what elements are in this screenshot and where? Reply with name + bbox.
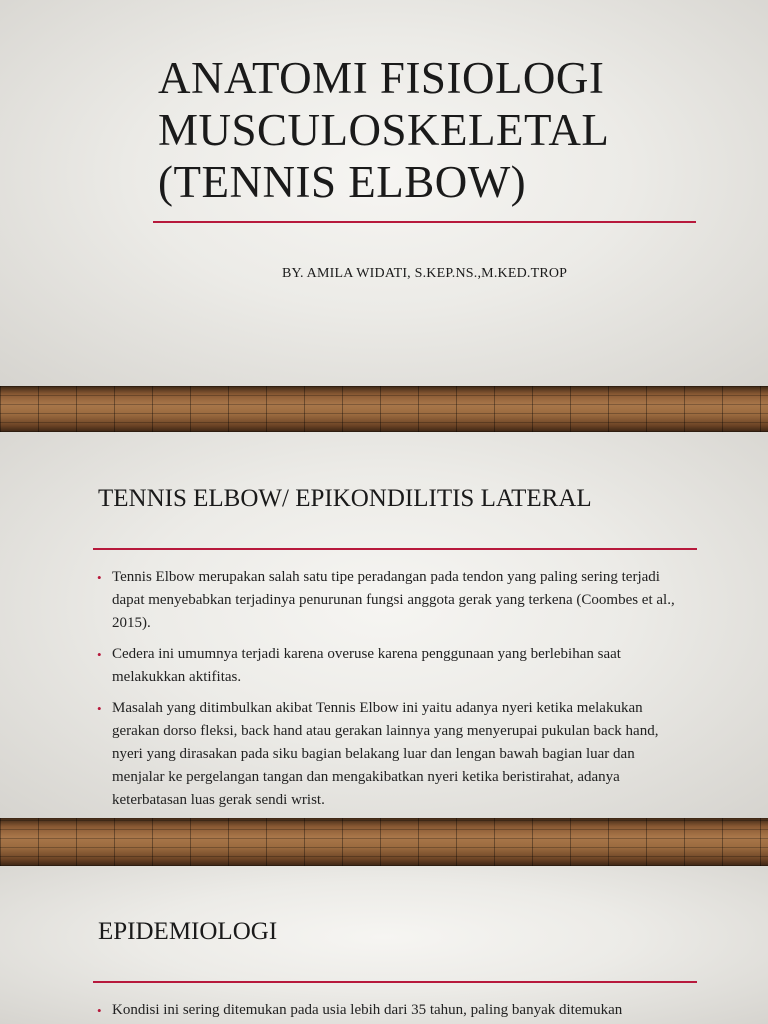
bullet-icon: • [97,570,102,585]
bullet-icon: • [97,1003,102,1018]
heading-divider [93,548,697,550]
slide-heading: EPIDEMIOLOGI [98,918,278,945]
title-divider [153,221,696,223]
title-line-1: ANATOMI FISIOLOGI [158,53,605,103]
title-line-2: MUSCULOSKELETAL [158,105,610,155]
title-slide [0,0,768,386]
wood-floor-divider [0,386,768,432]
list-item: • Cedera ini umumnya terjadi karena overuse karena penggunaan yang berlebihan saat melakukkan aktifitas. [97,643,687,689]
list-item: • Masalah yang ditimbulkan akibat Tennis Elbow ini yaitu adanya nyeri ketika melakukan gerakan dorso fleksi, back hand atau gerakan lainnya yang menyerupai pukulan back hand, nyeri yang dirasakan pada siku bagian belakang luar dan lengan bawah bagian luar dan menjalar ke pergelangan tangan dan mengakibatkan nyeri ketika beristirahat, adanya keterbatasan luas gerak sendi wrist. [97,697,687,812]
bullet-icon: • [97,701,102,716]
slide-heading: TENNIS ELBOW/ EPIKONDILITIS LATERAL [98,485,592,512]
wood-floor-divider [0,818,768,866]
list-item: • Kondisi ini sering ditemukan pada usia lebih dari 35 tahun, paling banyak ditemukan [97,999,687,1022]
bullet-list [97,566,687,818]
title-line-3: (TENNIS ELBOW) [158,157,527,207]
slide-title [158,52,718,208]
heading-divider [93,981,697,983]
author-byline: BY. AMILA WIDATI, S.KEP.NS.,M.KED.TROP [282,266,568,281]
bullet-list [97,999,687,1024]
list-item: • Tennis Elbow merupakan salah satu tipe peradangan pada tendon yang paling sering terjadi dapat menyebabkan terjadinya penurunan fungsi anggota gerak yang terkena (Coombes et al., 2015). [97,566,687,635]
bullet-icon: • [97,647,102,662]
content-slide-epidemiologi [0,866,768,1024]
content-slide-tennis-elbow [0,432,768,818]
